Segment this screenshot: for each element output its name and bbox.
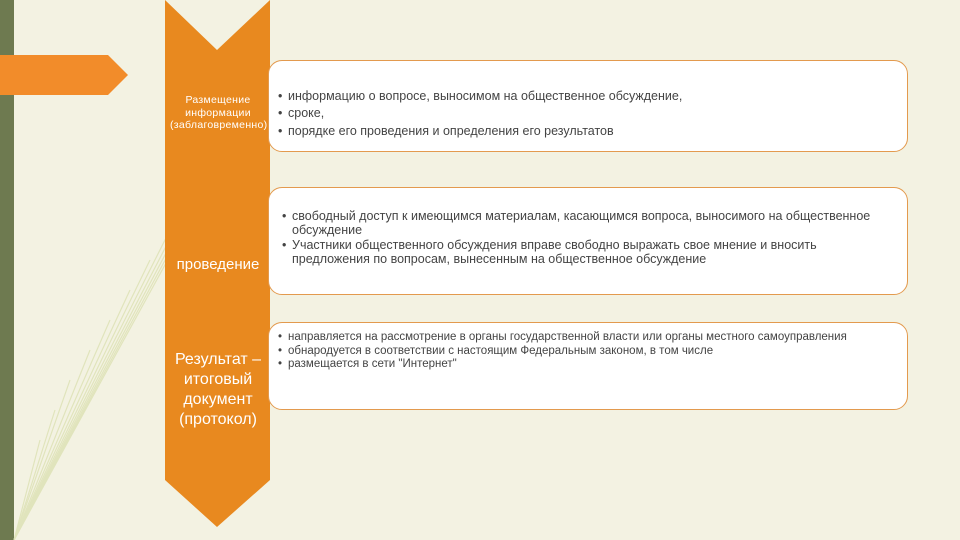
stage-label-result: Результат – итоговый документ (протокол) (174, 351, 262, 428)
stage-label-conduct: проведение (176, 256, 260, 273)
bullet-item: • сроке, (278, 105, 898, 122)
bullet-item: • Участники общественного обсуждения вправе свободно выражать свое мнение и вносить предложения по вопросам, вынесенным на общественное обсуждение (282, 238, 892, 267)
stage-label-placement: Размещение информации (заблаговременно) (170, 94, 268, 132)
placement-bullet-list (278, 88, 898, 140)
result-bullet-list (278, 331, 898, 372)
conduct-bullet-list (282, 209, 892, 266)
bullet-item: • свободный доступ к имеющимся материалам, касающимся вопроса, выносимого на общественное обсуждение (282, 209, 892, 238)
orange-tab-decoration (0, 55, 128, 95)
bullet-item: • обнародуется в соответствии с настоящим Федеральным законом, в том числе (278, 345, 898, 359)
bullet-item: • размещается в сети "Интернет" (278, 358, 898, 372)
bullet-item: • направляется на рассмотрение в органы государственной власти или органы местного самоуправления (278, 331, 898, 345)
bullet-item: • информацию о вопросе, выносимом на общественное обсуждение, (278, 88, 898, 105)
bullet-item: • порядке его проведения и определения его результатов (278, 123, 898, 140)
